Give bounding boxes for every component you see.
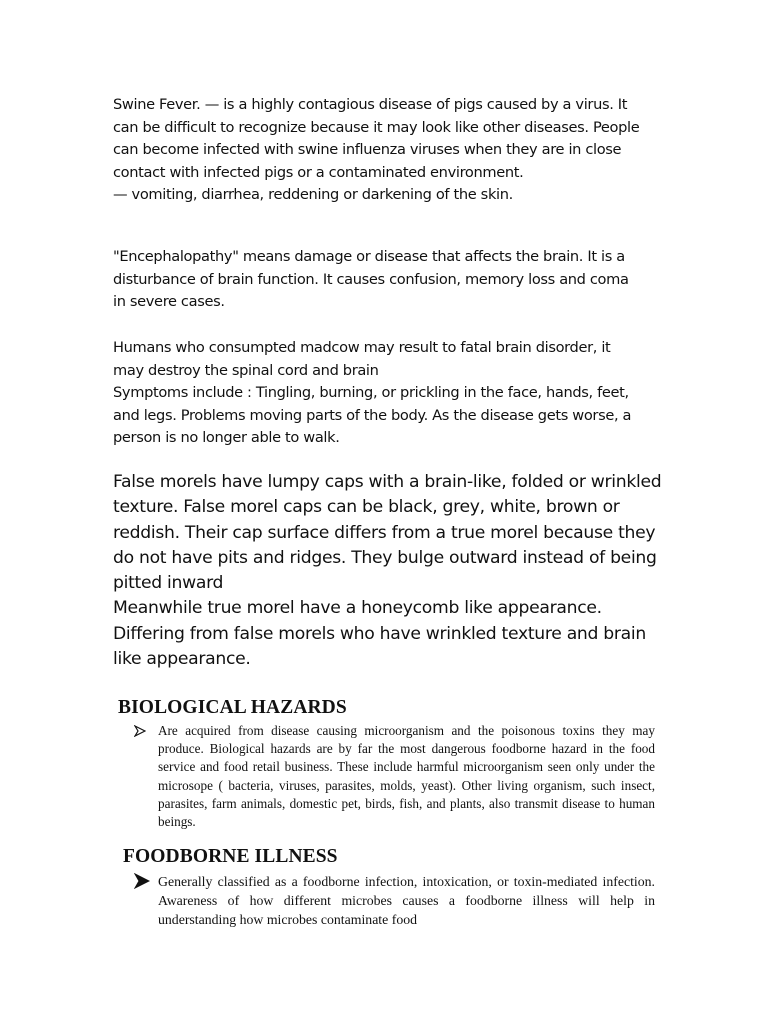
foodborne-illness-text: Generally classified as a foodborne infection, intoxication, or toxin-mediated infection. Awareness of how different microbes causes a foodborne illness will help in understanding how microbes contaminate food (158, 874, 655, 927)
swine-fever-line: contact with infected pigs or a contaminated environment. (113, 163, 524, 181)
encephalopathy-paragraph (113, 246, 653, 314)
biological-hazards-bullet (134, 722, 655, 831)
morels-line: Meanwhile true morel have a honeycomb like appearance. (113, 598, 602, 619)
swine-fever-line: Swine Fever. — is a highly contagious disease of pigs caused by a virus. It (113, 96, 628, 113)
morels-line: Differing from false morels who have wrinkled texture and brain (113, 623, 646, 644)
foodborne-illness-bullet (134, 872, 655, 929)
madcow-paragraph (113, 337, 653, 450)
encephalopathy-line: disturbance of brain function. It causes confusion, memory loss and coma (113, 270, 629, 288)
morels-line: False morels have lumpy caps with a brain-like, folded or wrinkled (113, 472, 662, 492)
madcow-line: Symptoms include : Tingling, burning, or prickling in the face, hands, feet, (113, 384, 629, 401)
swine-fever-line: can become infected with swine influenza viruses when they are in close (113, 141, 622, 158)
encephalopathy-line: in severe cases. (113, 293, 225, 310)
madcow-line: and legs. Problems moving parts of the body. As the disease gets worse, a (113, 406, 632, 424)
swine-fever-line: — vomiting, diarrhea, reddening or darkening of the skin. (113, 186, 513, 203)
morels-line: pitted inward (113, 573, 224, 594)
swine-fever-line: can be difficult to recognize because it may look like other diseases. People (113, 118, 640, 136)
madcow-line: person is no longer able to walk. (113, 429, 340, 446)
encephalopathy-line: "Encephalopathy" means damage or disease that affects the brain. It is a (113, 248, 625, 265)
madcow-line: Humans who consumpted madcow may result to fatal brain disorder, it (113, 339, 611, 356)
arrowhead-bullet-icon (134, 722, 158, 742)
arrowhead-bullet-icon (134, 872, 158, 894)
swine-fever-paragraph (113, 94, 653, 207)
morels-line: like appearance. (113, 649, 251, 670)
morels-paragraph (113, 470, 663, 672)
morels-line: do not have pits and ridges. They bulge outward instead of being (113, 547, 657, 568)
foodborne-illness-heading: FOODBORNE ILLNESS (123, 846, 338, 867)
biological-hazards-heading: BIOLOGICAL HAZARDS (118, 697, 347, 718)
madcow-line: may destroy the spinal cord and brain (113, 361, 379, 379)
morels-line: reddish. Their cap surface differs from a true morel because they (113, 522, 656, 543)
morels-line: texture. False morel caps can be black, grey, white, brown or (113, 497, 620, 518)
biological-hazards-text: Are acquired from disease causing microorganism and the poisonous toxins they may produce. Biological hazards are by far the most dangerous foodborne hazard in the food service and food retail business. These include harmful microorganism seen only under the microsope ( bacteria, viruses, parasites, molds, yeast). Other living organism, such insect, parasites, farm animals, domestic pet, birds, fish, and plants, also transmit disease to human beings. (158, 723, 655, 830)
